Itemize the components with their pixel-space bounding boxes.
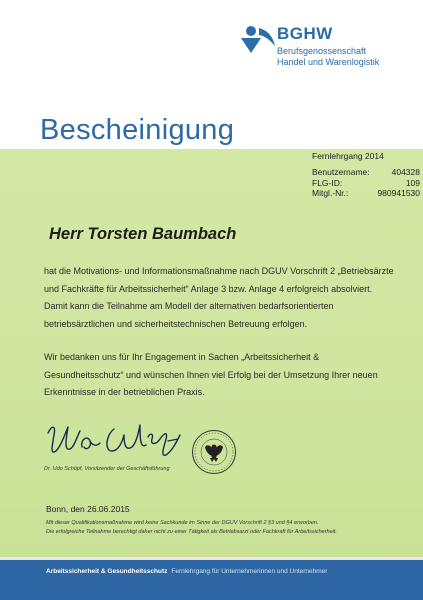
id-row-flg	[312, 178, 420, 189]
id-row-username	[312, 167, 420, 178]
paragraph-thanks: Wir bedanken uns für Ihr Engagement in Sachen „Arbeitssicherheit & Gesundheitsschutz“ und wünschen Ihnen viel Erfolg bei der Umsetzung Ihrer neuen Erkenntnisse in der betrieblichen Praxis.	[44, 352, 378, 397]
id-label: FLG-ID:	[312, 177, 343, 188]
id-block	[312, 167, 420, 199]
logo-subtitle-1: Berufsgenossenschaft	[277, 46, 367, 56]
id-value: 980941530	[377, 188, 420, 198]
official-seal-icon	[191, 429, 237, 475]
place-date: Bonn, den 26.06.2015	[46, 504, 130, 514]
document-title: Bescheinigung	[40, 114, 235, 146]
bghw-logo-icon	[240, 24, 276, 54]
disclaimer-note: Die erfolgreiche Teilnahme berechtigt daher nicht zu einer Tätigkeit als Betriebsarzt oder Fachkraft für Arbeitssicherheit.	[46, 529, 337, 535]
paragraph-completion: hat die Motivations- und Informationsmaßnahme nach DGUV Vorschrift 2 „Betriebsärzte und Fachkräfte für Arbeitssicherheit“ Anlage 3 bzw. Anlage 4 erfolgreich absolviert. Damit kann die Teilnahme am Modell der alternativen bedarfsorientierten betriebsärztlichen und sicherheitstechnischen Betreuung erfolgen.	[44, 266, 394, 329]
footer-divider	[0, 557, 423, 560]
id-value: 404328	[391, 167, 420, 177]
logo-subtitle-2: Handel und Warenlogistik	[277, 57, 380, 67]
id-row-member	[312, 188, 420, 199]
signer-caption: Dr. Udo Schöpf, Vorsitzender der Geschäftsführung	[44, 466, 170, 472]
id-label: Benutzername:	[312, 167, 370, 177]
id-label: Mitgl.-Nr.:	[312, 188, 349, 198]
footer-subtitle: Fernlehrgang für Unternehmerinnen und Unternehmer	[171, 568, 328, 575]
disclaimer-note: Mit dieser Qualifikationsmaßnahme wird keine Sachkunde im Sinne der DGUV Vorschrift 2 §3 und §4 erworben.	[46, 520, 319, 526]
recipient-name: Herr Torsten Baumbach	[49, 225, 237, 243]
footer-title: Arbeitssicherheit & Gesundheitsschutz	[46, 568, 168, 575]
footer-text	[46, 568, 327, 575]
bghw-logo	[240, 24, 420, 74]
course-label: Fernlehrgang 2014	[312, 151, 384, 161]
footer-bar	[0, 557, 423, 600]
logo-name: BGHW	[277, 24, 333, 43]
handwritten-signature	[44, 421, 184, 461]
id-value: 109	[405, 177, 420, 188]
